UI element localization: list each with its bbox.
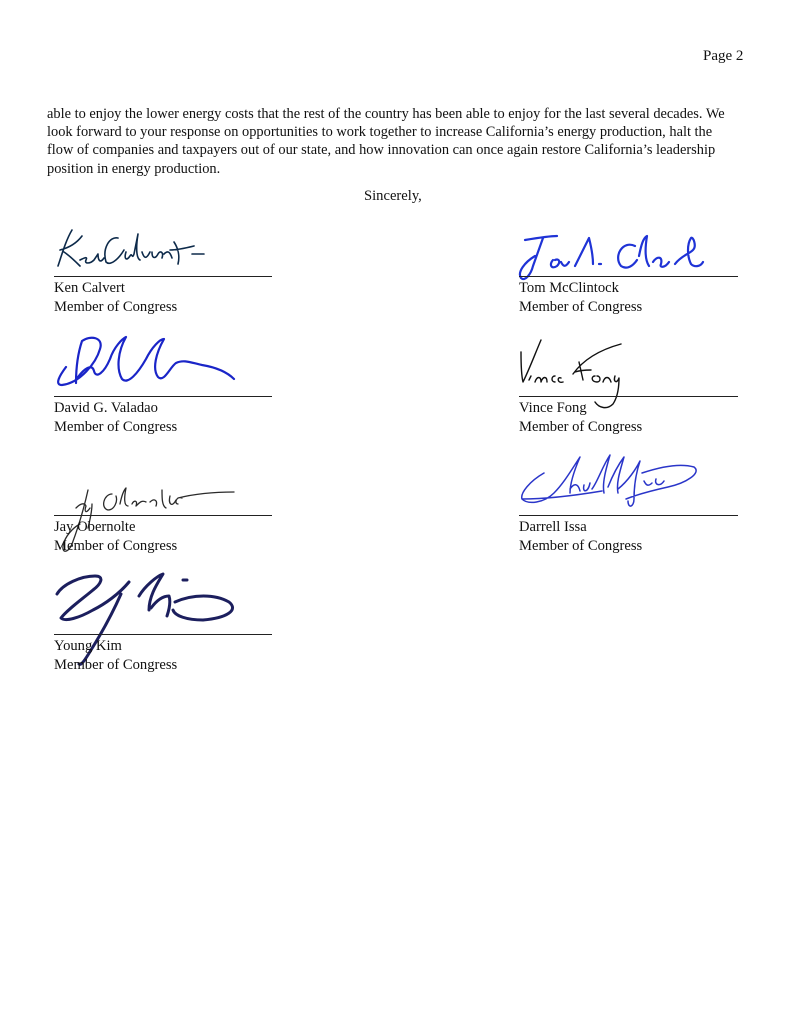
signature-darrell-issa [518, 453, 702, 511]
signer-title: Member of Congress [54, 299, 178, 315]
signer-title: Member of Congress [519, 419, 643, 435]
signer-name: Darrell Issa [519, 519, 587, 535]
signature-block-darrell-issa [519, 515, 738, 634]
signer-name: Jay Obernolte [54, 519, 136, 535]
signature-line [519, 276, 738, 277]
signer-name: David G. Valadao [54, 400, 158, 416]
signature-line [54, 515, 272, 516]
signature-ken-calvert [54, 224, 209, 274]
signature-block-young-kim [54, 634, 272, 753]
signer-title: Member of Congress [54, 538, 178, 554]
signer-title: Member of Congress [519, 299, 643, 315]
signature-line [54, 634, 272, 635]
signer-title: Member of Congress [54, 419, 178, 435]
signature-david-valadao [52, 333, 240, 389]
signature-line [54, 396, 272, 397]
signature-line [54, 276, 272, 277]
signature-line [519, 396, 738, 397]
signer-name: Young Kim [54, 638, 122, 654]
signer-name: Tom McClintock [519, 280, 619, 296]
signature-line [519, 515, 738, 516]
signer-name: Ken Calvert [54, 280, 125, 296]
letter-body-paragraph: able to enjoy the lower energy costs that the rest of the country has been able to enjoy for the last several decades. We look forward to your response on opportunities to work together to increase California’s energy production, halt the flow of companies and taxpayers out of our state, and how innovation can once again restore California’s leadership position in energy production. [47, 106, 725, 177]
signer-name: Vince Fong [519, 400, 587, 416]
page-number: Page 2 [703, 48, 744, 64]
closing-salutation: Sincerely, [364, 188, 422, 204]
signer-title: Member of Congress [519, 538, 643, 554]
signer-title: Member of Congress [54, 657, 178, 673]
